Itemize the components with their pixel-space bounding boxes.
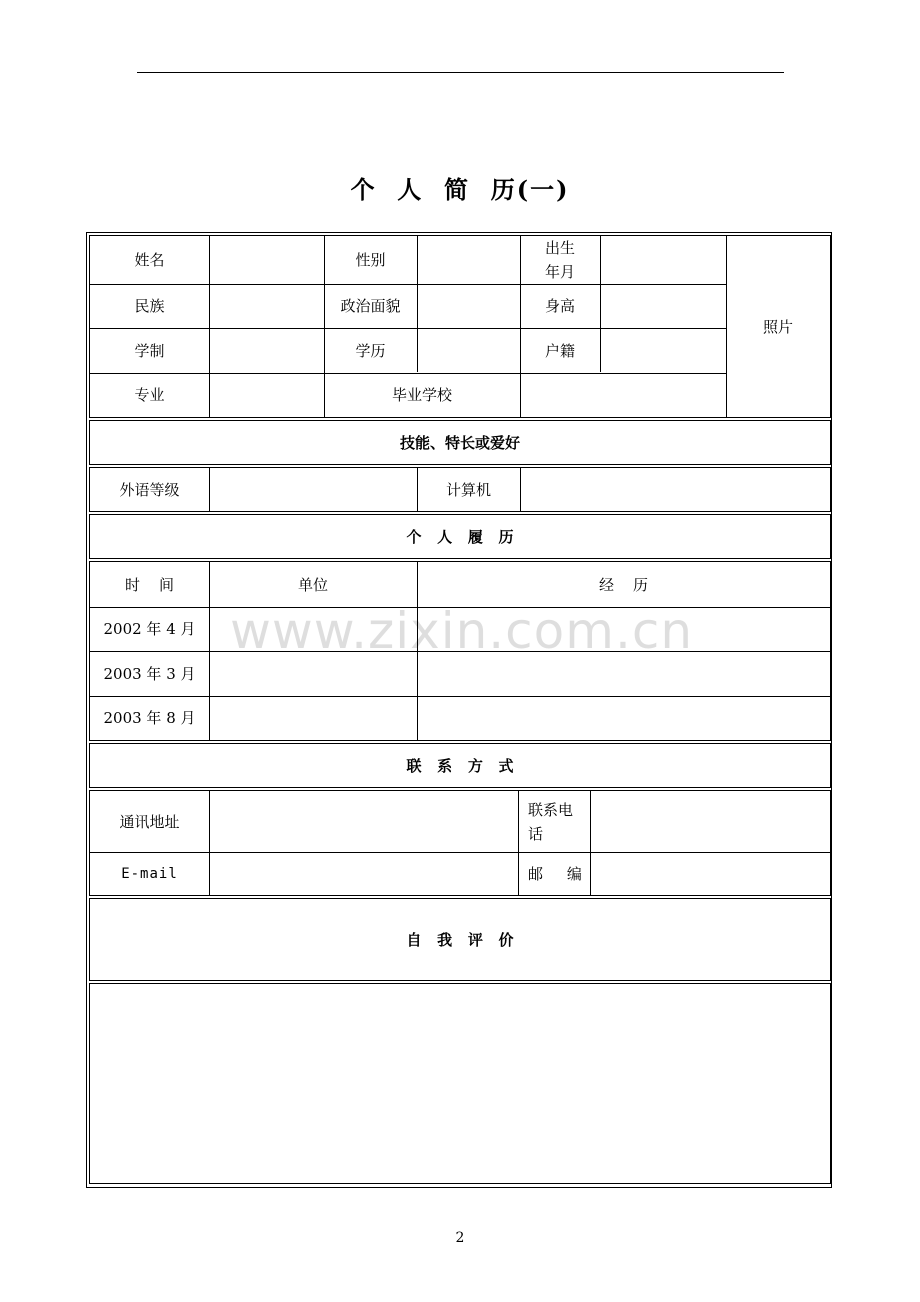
language-label: 外语等级 <box>119 480 180 499</box>
ethnicity-field[interactable] <box>209 284 324 328</box>
self-eval-title-block <box>89 898 831 981</box>
col-time-header: 时 间 <box>124 575 175 594</box>
major-label: 专业 <box>134 386 165 404</box>
school-field[interactable] <box>520 373 726 417</box>
header-rule <box>137 72 784 73</box>
education-label: 学历 <box>355 341 386 360</box>
col-unit-header: 单位 <box>297 575 328 594</box>
gender-field[interactable] <box>417 236 520 284</box>
history-row-unit[interactable] <box>209 696 417 740</box>
history-row-experience[interactable] <box>417 696 830 740</box>
history-row-unit[interactable] <box>209 651 417 696</box>
contact-title: 联 系 方 式 <box>406 756 514 775</box>
history-row-experience[interactable] <box>417 651 830 696</box>
hukou-field[interactable] <box>600 328 726 373</box>
education-field[interactable] <box>417 328 520 373</box>
history-row-time: 2003 年 3 月 <box>103 664 196 683</box>
political-label: 政治面貌 <box>340 297 401 315</box>
history-row-time: 2003 年 8 月 <box>103 709 196 727</box>
contact-title-block <box>89 743 831 788</box>
height-field[interactable] <box>600 284 726 328</box>
major-field[interactable] <box>209 373 324 417</box>
birth-label: 出生年月 <box>544 239 575 281</box>
basic-info-block <box>89 235 831 418</box>
schooling-label: 学制 <box>134 341 165 360</box>
history-row-experience[interactable] <box>417 607 830 651</box>
computer-field[interactable] <box>520 468 830 511</box>
self-eval-title: 自 我 评 价 <box>406 930 514 949</box>
school-label: 毕业学校 <box>391 386 452 404</box>
document-title: 个 人 简 历(一) <box>350 175 570 204</box>
col-experience-header: 经 历 <box>598 575 649 594</box>
history-row-time: 2002 年 4 月 <box>103 620 196 638</box>
skills-title-block <box>89 420 831 465</box>
skills-row-block <box>89 467 831 512</box>
language-field[interactable] <box>209 468 417 511</box>
history-title-block <box>89 514 831 559</box>
address-label: 通讯地址 <box>119 812 180 831</box>
political-field[interactable] <box>417 284 520 328</box>
watermark: www.zixin.com.cn <box>230 602 694 660</box>
history-title: 个 人 履 历 <box>406 527 514 546</box>
computer-label: 计算机 <box>445 480 491 499</box>
self-eval-body[interactable] <box>89 983 831 1184</box>
skills-title: 技能、特长或爱好 <box>399 433 520 452</box>
email-field[interactable] <box>209 852 518 895</box>
history-table-block <box>89 561 831 741</box>
page-number: 2 <box>455 1230 465 1246</box>
schooling-field[interactable] <box>209 328 324 373</box>
ethnicity-label: 民族 <box>134 297 165 315</box>
email-label: E-mail <box>121 865 178 882</box>
birth-field[interactable] <box>600 236 726 284</box>
postcode-label: 邮 编 <box>528 864 582 883</box>
address-field[interactable] <box>209 791 518 852</box>
postcode-field[interactable] <box>590 852 830 895</box>
hukou-label: 户籍 <box>544 341 575 360</box>
gender-label: 性别 <box>355 251 386 269</box>
phone-field[interactable] <box>590 791 830 852</box>
height-label: 身高 <box>544 297 575 315</box>
photo-placeholder[interactable]: 照片 <box>762 317 793 336</box>
name-label: 姓名 <box>134 251 165 269</box>
phone-label: 联系电话 <box>528 800 574 843</box>
contact-table-block <box>89 790 831 896</box>
history-row-unit[interactable] <box>209 607 417 651</box>
name-field[interactable] <box>209 236 324 284</box>
